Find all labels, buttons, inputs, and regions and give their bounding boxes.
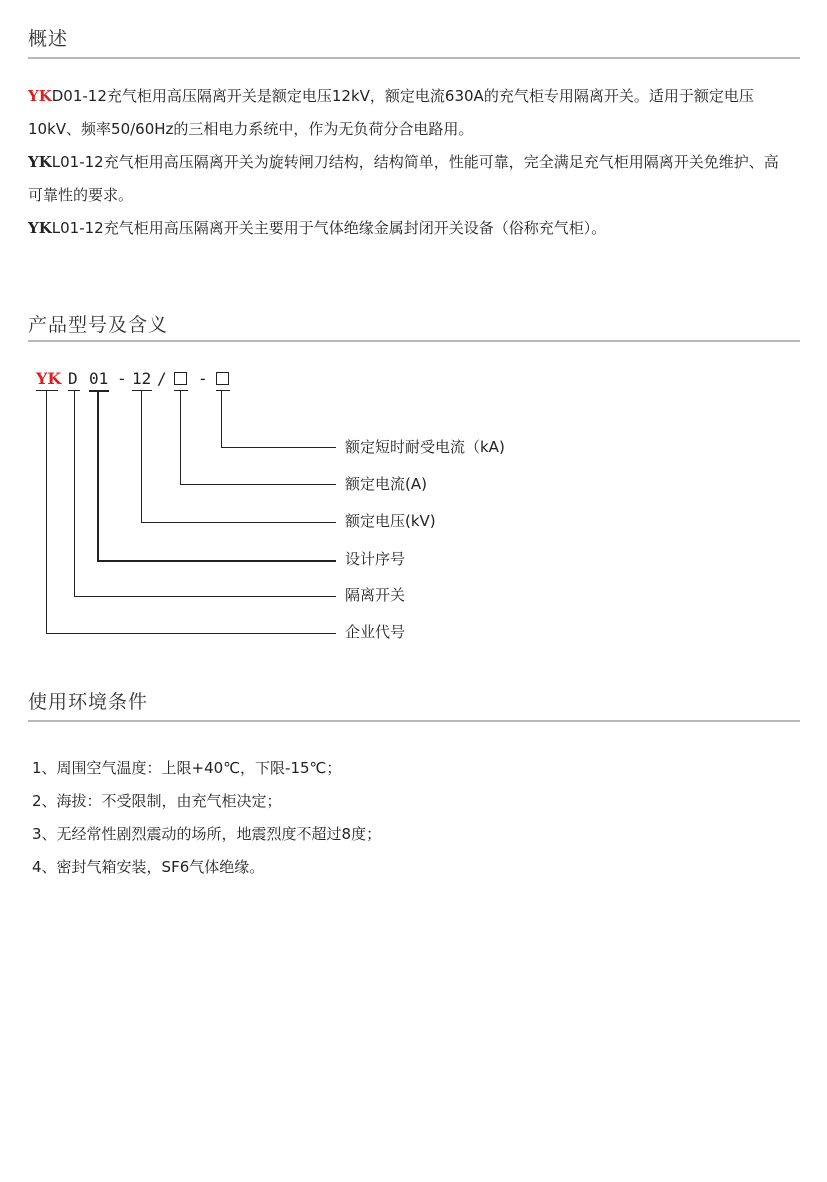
environment-divider xyxy=(28,720,800,722)
code-short-time-box xyxy=(216,372,229,385)
underline-design xyxy=(89,390,109,392)
list-item: 4、密封气箱安装，SF6气体绝缘。 xyxy=(32,858,265,876)
code-type: D xyxy=(68,369,78,388)
list-item: 1、周围空气温度：上限+40℃，下限-15℃； xyxy=(32,759,342,777)
leader-company-v xyxy=(46,390,47,634)
model-heading: 产品型号及含义 xyxy=(28,314,169,336)
brand-prefix: YK xyxy=(28,153,52,171)
leader-type-v xyxy=(74,390,75,597)
list-item: 2、海拔：不受限制，由充气柜决定； xyxy=(32,792,282,810)
environment-heading: 使用环境条件 xyxy=(28,691,149,713)
paragraph-text: L01-12充气柜用高压隔离开关主要用于气体绝缘金属封闭开关设备（俗称充气柜）。 xyxy=(51,219,607,237)
code-voltage: 12 xyxy=(132,369,152,388)
overview-paragraph-3 xyxy=(28,212,788,245)
overview-paragraph-2 xyxy=(28,146,788,212)
label-company-code: 企业代号 xyxy=(345,623,406,641)
leader-design-h xyxy=(97,560,336,562)
leader-short-time-v xyxy=(221,390,222,448)
code-current-box xyxy=(174,372,187,385)
model-divider xyxy=(28,340,800,342)
overview-heading: 概述 xyxy=(28,28,69,50)
underline-short-time xyxy=(216,390,230,391)
leader-current-v xyxy=(180,390,181,485)
label-short-time-current: 额定短时耐受电流（kA) xyxy=(345,438,505,456)
paragraph-text: D01-12充气柜用高压隔离开关是额定电压12kV，额定电流630A的充气柜专用隔离开关。适用于额定电压10kV、频率50/60Hz的三相电力系统中，作为无负荷分合电路用。 xyxy=(28,87,754,138)
leader-short-time-h xyxy=(221,447,336,448)
underline-voltage xyxy=(132,390,152,391)
underline-current xyxy=(174,390,188,391)
code-dash-1: - xyxy=(117,369,127,388)
overview-paragraph-1 xyxy=(28,80,788,146)
brand-prefix: YK xyxy=(28,219,52,237)
underline-company xyxy=(36,390,58,391)
environment-list xyxy=(32,752,381,884)
code-slash: / xyxy=(157,369,167,388)
overview-body xyxy=(28,80,788,245)
leader-voltage-v xyxy=(141,390,142,523)
code-company: YK xyxy=(36,369,62,388)
code-design: 01 xyxy=(89,369,109,388)
leader-company-h xyxy=(46,633,336,634)
paragraph-text: L01-12充气柜用高压隔离开关为旋转闸刀结构，结构简单，性能可靠，完全满足充气柜用隔离开关免维护、高可靠性的要求。 xyxy=(28,153,779,204)
overview-divider xyxy=(28,57,800,59)
leader-current-h xyxy=(180,484,336,485)
leader-design-v xyxy=(97,390,99,562)
leader-type-h xyxy=(74,596,336,597)
label-isolating-switch: 隔离开关 xyxy=(345,586,406,604)
label-design-serial: 设计序号 xyxy=(345,550,406,568)
brand-prefix: YK xyxy=(28,87,52,105)
leader-voltage-h xyxy=(141,522,336,523)
list-item: 3、无经常性剧烈震动的场所，地震烈度不超过8度； xyxy=(32,825,382,843)
label-rated-current: 额定电流(A) xyxy=(345,475,427,493)
code-dash-2: - xyxy=(198,369,208,388)
label-rated-voltage: 额定电压(kV) xyxy=(345,512,436,530)
